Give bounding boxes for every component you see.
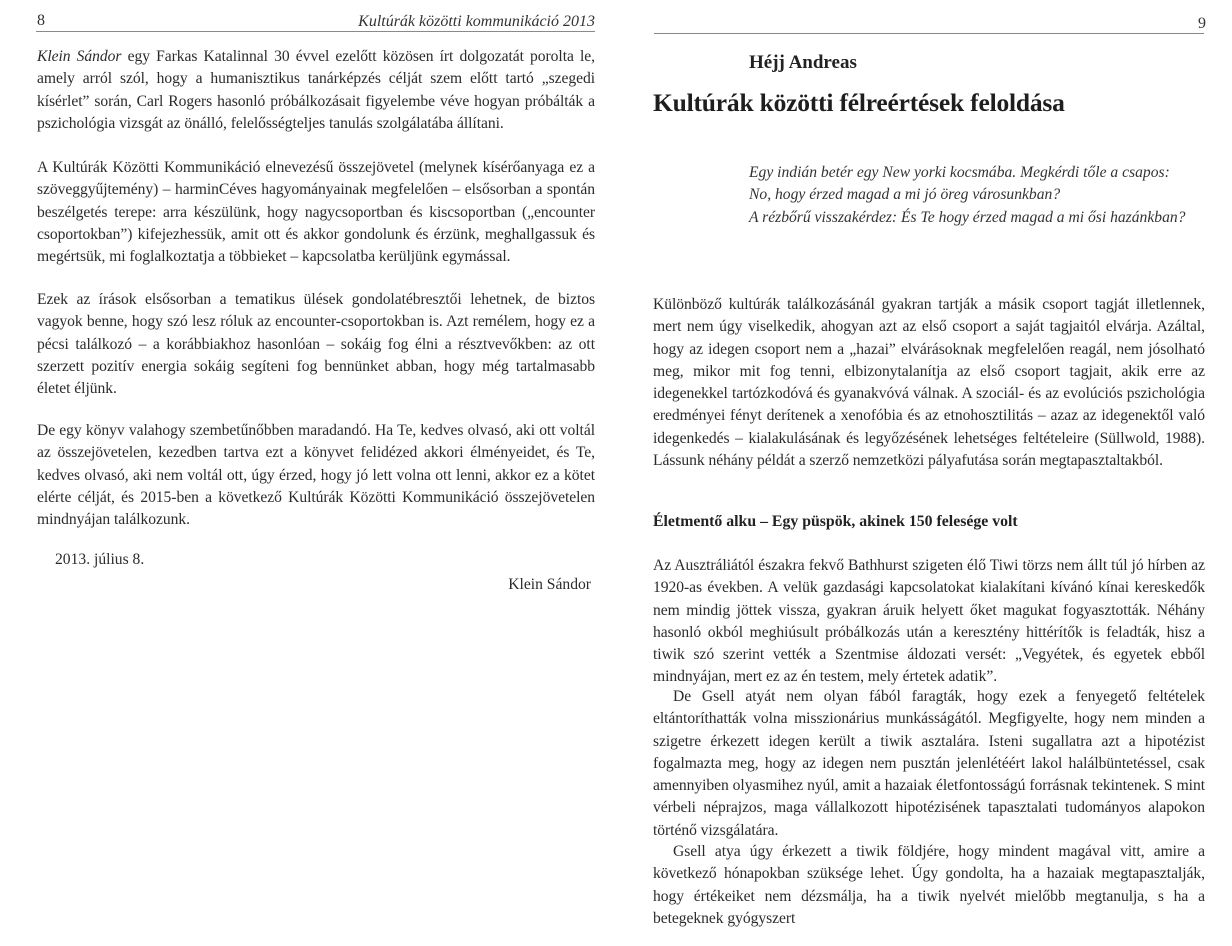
- running-title: Kultúrák közötti kommunikáció 2013: [358, 13, 595, 30]
- paragraph-4: De egy könyv valahogy szembetűnőbben maradandó. Ha Te, kedves olvasó, aki ott voltál az összejövetelen, kezedben tartva ezt a könyvet felidézed akkori élményeidet, és Te, kedves olvasó, aki nem voltál ott, úgy érzed, hogy jó lett volna ott lenni, akkor ez a kötet elérte célját, és 2015-ben a következő Kultúrák Közötti Kommunikáció összejövetelen mindnyájan találkozunk.: [37, 422, 595, 529]
- page-number-left: 8: [37, 12, 45, 29]
- article-author: Héjj Andreas: [749, 52, 857, 73]
- italic-author-name: Klein Sándor: [37, 48, 122, 65]
- paragraph-1-text: egy Farkas Katalinnal 30 évvel ezelőtt közösen írt dolgozatát porolta le, amely arról szól, hogy a humanisztikus tanárképzés célját szem előtt tartó „szegedi kísérlet” során, Carl Rogers hasonló próbálkozásait figyelembe véve hogyan próbálták a pszichológia vizsgát az önálló, felelősségteljes tanulás szolgálatába állítani.: [37, 48, 595, 132]
- right-page: [616, 0, 1232, 946]
- article-title: Kultúrák közötti félreértések feloldása: [653, 88, 1065, 117]
- motto-line: A rézbőrű visszakérdez: És Te hogy érzed magad a mi ősi hazánkban?: [749, 208, 1186, 226]
- motto-epigraph: [749, 162, 1185, 229]
- page-number-right: 9: [1198, 15, 1206, 32]
- signature: Klein Sándor: [508, 576, 591, 593]
- section-paragraph-3: Gsell atya úgy érkezett a tiwik földjére, hogy mindent magával vitt, amire a következő hónapokban szüksége lehet. Úgy gondolta, ha a hazaiak megtapasztalják, hogy értékeiket nem dézsmálja, ha a tiwik nyelvét mielőbb megtanulja, s ha a betegeknek gyógyszert: [653, 843, 1205, 927]
- section-paragraph-2: De Gsell atyát nem olyan fából faragták, hogy ezek a fenyegető feltételek eltántoríthatták volna misszionárius munkásságától. Megfigyelte, hogy nem minden a szigetre érkezett idegen került a tiwik asztalára. Isteni sugallatra azt a hipotézist fogalmazta meg, hogy az idegen nem pusztán jelenlétéért lakol halálbüntetéssel, csak amennyiben olyasmihez nyúl, amit a hazaiak életfontosságú forrásnak tekintenek. S mint vérbeli néprajzos, maga vállalkozott hipotézisének tapasztalati tudományos alapokon történő vizsgálatára.: [653, 688, 1205, 839]
- intro-paragraph: Különböző kultúrák találkozásánál gyakran tartják a másik csoport tagját illetlennek, mert nem úgy viselkedik, ahogyan azt az első csoport a saját tagjaitól elvárja. Azáltal, hogy az idegen csoport nem a „hazai” elvárásoknak megfelelően reagál, nem jósolható meg, mikor mit fog tenni, elbizonytalanítja az első csoport tagjait, akik erre az idegenekkel tartózkodóvá és gyanakvóvá válnak. A szociál- és az evolúciós pszichológia eredményei fényt derítenek a xenofóbia és az etnohosztilitás – azaz az idegenektől való idegenkedés – kialakulásának és legyőzésének lehetséges feltételeire (Süllwold, 1988). Lássunk néhány példát a szerző nemzetközi pályafutása során megtapasztaltakból.: [653, 296, 1205, 470]
- header-rule-right: [654, 33, 1204, 34]
- header-rule-left: [36, 31, 595, 32]
- paragraph-2: A Kultúrák Közötti Kommunikáció elnevezésű összejövetel (melynek kísérőanyaga ez a szöveggyűjtemény) – harminCéves hagyományainak megfelelően – elsősorban a spontán beszélgetés terepe: arra készülünk, hogy nagycsoportban és kiscsoportban („encounter csoportokban”) kifejezhessük, amit ott és akkor gondolunk és érzünk, meghallgassuk és megértsük, mi foglalkoztatja a többieket – kapcsolatba kerüljünk egymással.: [37, 159, 595, 266]
- motto-line: Egy indián betér egy New yorki kocsmába. Megkérdi tőle a csapos:: [749, 164, 1170, 181]
- paragraph-1: [37, 46, 595, 135]
- section-heading: Életmentő alku – Egy püspök, akinek 150 felesége volt: [653, 513, 1018, 530]
- date-line: 2013. július 8.: [55, 551, 145, 568]
- section-paragraph-1: Az Ausztráliától északra fekvő Bathhurst szigeten élő Tiwi törzs nem állt túl jó hírben az 1920-as években. A velük gazdasági kapcsolatokat kialakítani kívánó kínai kereskedők nem mindig jöttek vissza, gyakran áruik helyett őket magukat fogyasztották. Néhány hasonló okból meghiúsult próbálkozás után a keresztény hittérítők is feladták, hisz a tiwik szó szerint vették a Szentmise áldozati versét: „Vegyétek, és egyetek ebből mindnyájan, mert ez az én testem, mely értetek adatik”.: [653, 557, 1205, 686]
- motto-line: No, hogy érzed magad a mi jó öreg városunkban?: [749, 186, 1061, 204]
- paragraph-3: Ezek az írások elsősorban a tematikus ülések gondolatébresztői lehetnek, de biztos vagyok benne, hogy szó lesz róluk az encounter-csoportokban is. Azt remélem, hogy ez a pécsi találkozó – a korábbiakhoz hasonlóan – sokáig fog élni a résztvevőkben: az ott szerzett pozitív energia sokáig segíteni fog bennünket abban, hogy még tartalmasabb életet éljünk.: [37, 291, 595, 398]
